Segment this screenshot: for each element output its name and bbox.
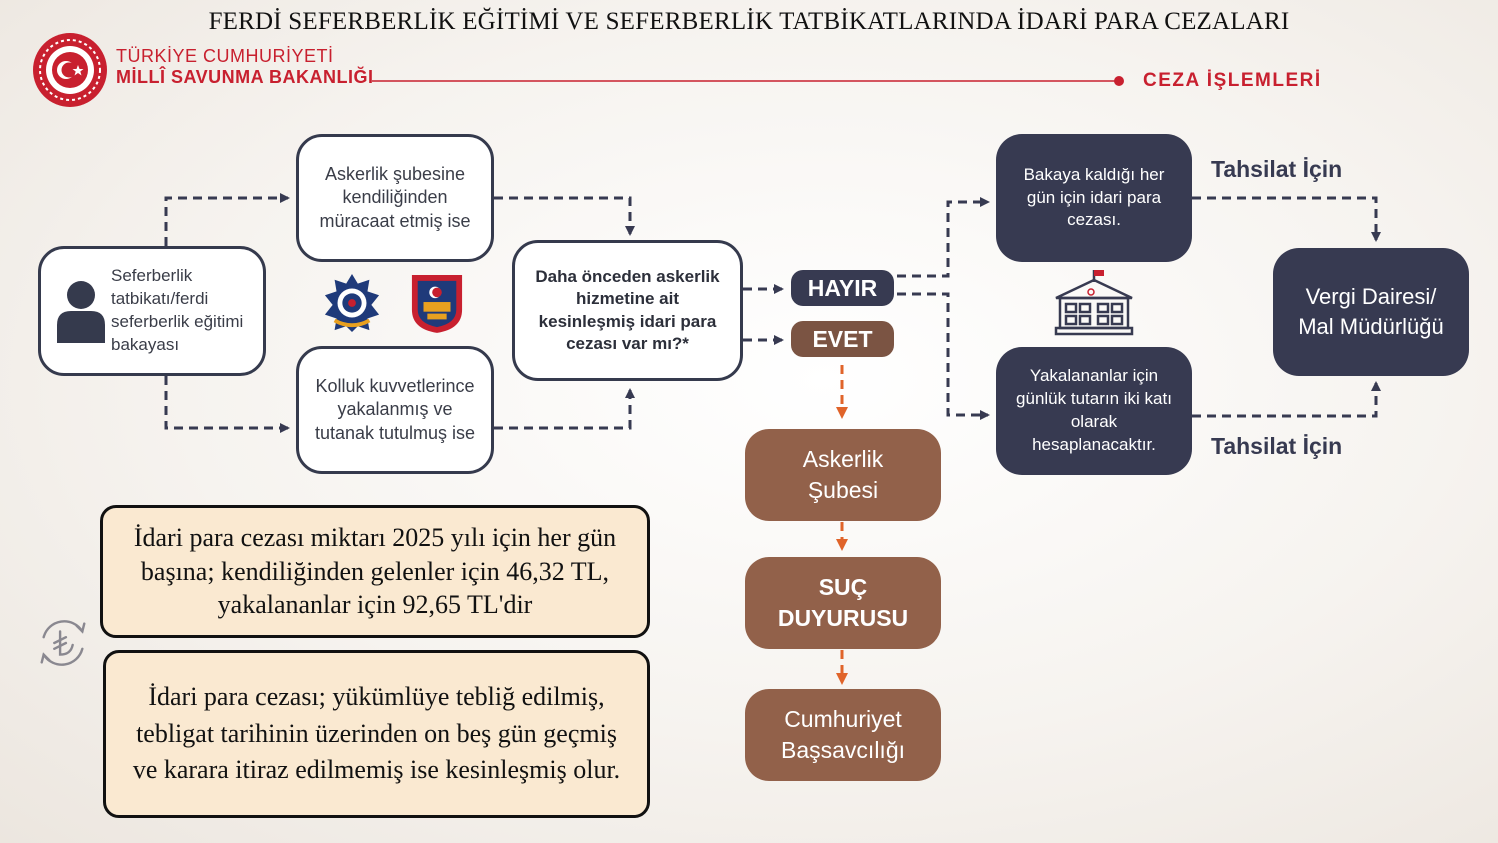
start-node-label: Seferberlik tatbikatı/ferdi seferberlik eğitimi bakayası	[111, 266, 244, 354]
double-fine-label: Yakalananlar için günlük tutarın iki katı olarak hesaplanacaktır.	[1016, 366, 1172, 454]
report-node	[745, 557, 941, 649]
collection-label-top: Tahsilat İçin	[1211, 156, 1343, 182]
collection-label-bottom: Tahsilat İçin	[1211, 433, 1343, 459]
start-node	[38, 246, 266, 376]
prosecutor-label: Cumhuriyet Başsavcılığı	[781, 705, 905, 763]
daily-fine-label: Bakaya kaldığı her gün için idari para cezası.	[1023, 164, 1165, 230]
org-name-line1: TÜRKİYE CUMHURİYETİ	[116, 46, 334, 66]
no-pill-label: HAYIR	[807, 274, 878, 301]
branch-node	[745, 429, 941, 521]
voluntary-node-label: Askerlik şubesine kendiliğinden müracaat etmiş ise	[319, 163, 471, 231]
caught-node	[296, 346, 494, 474]
question-node-label: Daha önceden askerlik hizmetine ait kesinleşmiş idari para cezası var mı?*	[535, 267, 720, 353]
amount-note-text: İdari para cezası miktarı 2025 yılı için her gün başına; kendiliğinden gelenler için 46,32 TL, yakalananlar için 92,65 TL'dir	[133, 522, 617, 620]
government-building-icon	[1054, 268, 1134, 336]
lira-exchange-icon	[34, 614, 92, 672]
section-label: CEZA İŞLEMLERİ	[1143, 70, 1322, 91]
police-badge-icon	[323, 272, 381, 334]
gendarmerie-badge-icon	[410, 270, 464, 336]
tax-office-label: Vergi Dairesi/ Mal Müdürlüğü	[1298, 284, 1444, 339]
amount-note	[100, 505, 650, 638]
prosecutor-node	[745, 689, 941, 781]
person-icon	[55, 279, 107, 343]
voluntary-node	[296, 134, 494, 262]
branch-label: Askerlik Şubesi	[802, 445, 884, 503]
no-pill	[791, 270, 894, 306]
question-node	[512, 240, 743, 381]
finality-note	[103, 650, 650, 818]
tax-office-node	[1273, 248, 1469, 376]
yes-pill	[791, 321, 894, 357]
daily-fine-node	[996, 134, 1192, 262]
org-name-line2: MİLLÎ SAVUNMA BAKANLIĞI	[116, 67, 374, 87]
page-title: FERDİ SEFERBERLİK EĞİTİMİ VE SEFERBERLİK TATBİKATLARINDA İDARİ PARA CEZALARI	[208, 8, 1290, 35]
finality-note-text: İdari para cezası; yükümlüye tebliğ edilmiş, tebligat tarihinin üzerinden on beş gün geçmiş ve karara itiraz edilmemiş ise kesinleşmiş olur.	[132, 681, 621, 785]
yes-pill-label: EVET	[812, 325, 873, 352]
caught-node-label: Kolluk kuvvetlerince yakalanmış ve tutanak tutulmuş ise	[314, 375, 476, 443]
report-label: SUÇ DUYURUSU	[777, 573, 909, 631]
double-fine-node	[996, 347, 1192, 475]
